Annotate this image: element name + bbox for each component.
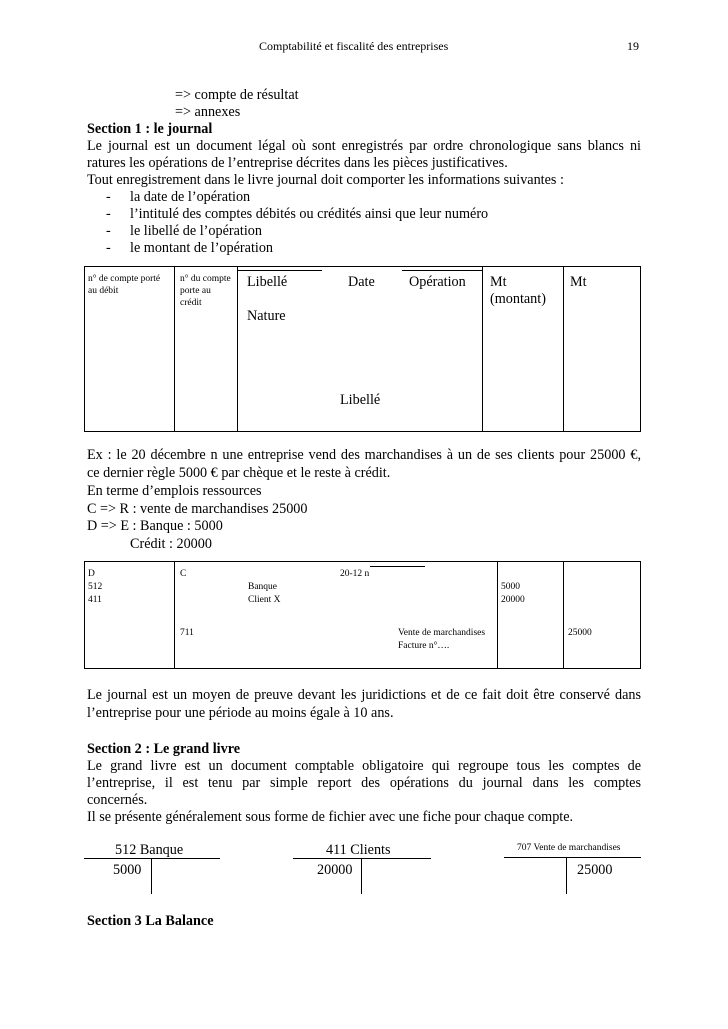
debit-account-411: 411: [88, 595, 102, 605]
section3-title: Section 3 La Balance: [87, 913, 214, 929]
arrow-line-result: => compte de résultat: [175, 87, 299, 103]
table-left-border: [84, 266, 85, 432]
example-line6: Crédit : 20000: [130, 536, 212, 552]
t-account-debit-amount: 20000: [317, 862, 353, 878]
page-number: 19: [627, 39, 639, 53]
t-account-vertical-line: [151, 858, 152, 894]
section1-title: Section 1 : le journal: [87, 121, 213, 137]
t-account-vertical-line: [361, 858, 362, 894]
section2-title: Section 2 : Le grand livre: [87, 741, 241, 757]
table-left-border: [84, 561, 85, 669]
libelle-underline: [238, 270, 322, 271]
list-item: l’intitulé des comptes débités ou crédités ainsi que leur numéro: [130, 206, 489, 222]
section2-line2: l’entreprise, il est tenu par simple report des opérations du journal dans les comptes: [87, 775, 641, 791]
list-item: la date de l’opération: [130, 189, 251, 205]
section2-line1: Le grand livre est un document comptable obligatoire qui regroupe tous les comptes de: [87, 758, 641, 774]
arrow-line-annexes: => annexes: [175, 104, 241, 120]
example-line1: Ex : le 20 décembre n une entreprise vend des marchandises à un de ses clients pour 25000 €,: [87, 447, 641, 463]
t-account-horizontal-line: [84, 858, 220, 859]
table-right-border: [640, 561, 641, 669]
nature-label: Nature: [247, 308, 286, 324]
table-top-border: [84, 266, 641, 267]
t-account-horizontal-line: [293, 858, 431, 859]
column-divider: [482, 266, 483, 432]
debit-amount-2: 20000: [501, 595, 525, 605]
credit-account-711: 711: [180, 628, 194, 638]
debit-amount-1: 5000: [501, 582, 520, 592]
t-account-title: 411 Clients: [326, 842, 391, 858]
list-item: le montant de l’opération: [130, 240, 274, 256]
example-line5: D => E : Banque : 5000: [87, 518, 223, 534]
montant-label: (montant): [490, 291, 546, 307]
bullet-dash: -: [106, 189, 111, 205]
column-divider: [563, 266, 564, 432]
proof-line1: Le journal est un moyen de preuve devant les juridictions et de ce fait doit être conservé dans: [87, 687, 641, 703]
t-account-title: 512 Banque: [115, 842, 184, 858]
section1-paragraph-line2: ratures les opérations de l’entreprise décrites dans les pièces justificatives.: [87, 155, 508, 171]
list-item: le libellé de l’opération: [130, 223, 262, 239]
libelle-header: Libellé: [247, 274, 288, 290]
column-divider: [174, 266, 175, 432]
amount-header-1: Mt: [490, 274, 507, 290]
page-header-title: Comptabilité et fiscalité des entreprises: [259, 39, 449, 53]
operation-header: Opération: [409, 274, 466, 290]
t-account-horizontal-line: [504, 857, 641, 858]
t-account-debit-amount: 5000: [113, 862, 142, 878]
operation-label: Vente de marchandises: [398, 628, 486, 638]
debit-marker: D: [88, 569, 95, 579]
bullet-dash: -: [106, 240, 111, 256]
debit-account-512: 512: [88, 582, 103, 592]
t-account-vertical-line: [566, 857, 567, 894]
date-header: Date: [348, 274, 375, 290]
table-bottom-border: [84, 668, 641, 669]
section1-paragraph-line1: Le journal est un document légal où sont enregistrés par ordre chronologique sans blancs ni: [87, 138, 641, 154]
credit-amount: 25000: [568, 628, 592, 638]
libelle-label: Libellé: [340, 392, 381, 408]
table-right-border: [640, 266, 641, 432]
proof-line2: l’entreprise pour une période au moins égale à 10 ans.: [87, 705, 394, 721]
column-divider: [563, 561, 564, 669]
account-name-client: Client X: [248, 595, 281, 605]
section2-line3: concernés.: [87, 792, 148, 808]
bullet-dash: -: [106, 206, 111, 222]
account-name-bank: Banque: [248, 582, 278, 592]
example-line3: En terme d’emplois ressources: [87, 483, 262, 499]
operation-underline: [402, 270, 482, 271]
section1-paragraph2: Tout enregistrement dans le livre journal doit comporter les informations suivantes :: [87, 172, 564, 188]
bullet-dash: -: [106, 223, 111, 239]
entry-date: 20-12 n: [340, 569, 370, 579]
section2-line4: Il se présente généralement sous forme de fichier avec une fiche pour chaque compte.: [87, 809, 574, 825]
example-line2: ce dernier règle 5000 € par chèque et le reste à crédit.: [87, 465, 391, 481]
t-account-title: 707 Vente de marchandises: [517, 843, 621, 853]
credit-marker: C: [180, 569, 187, 579]
invoice-label: Facture n°….: [398, 641, 450, 651]
column-divider: [174, 561, 175, 669]
example-line4: C => R : vente de marchandises 25000: [87, 501, 308, 517]
date-underline: [370, 566, 425, 567]
table-top-border: [84, 561, 641, 562]
column-divider: [497, 561, 498, 669]
table-bottom-border: [84, 431, 641, 432]
credit-account-header: n° du compte porte au crédit: [180, 274, 231, 308]
amount-header-2: Mt: [570, 274, 587, 290]
t-account-credit-amount: 25000: [577, 862, 613, 878]
column-divider: [237, 266, 238, 432]
debit-account-header: n° de compte porté au débit: [88, 274, 161, 296]
